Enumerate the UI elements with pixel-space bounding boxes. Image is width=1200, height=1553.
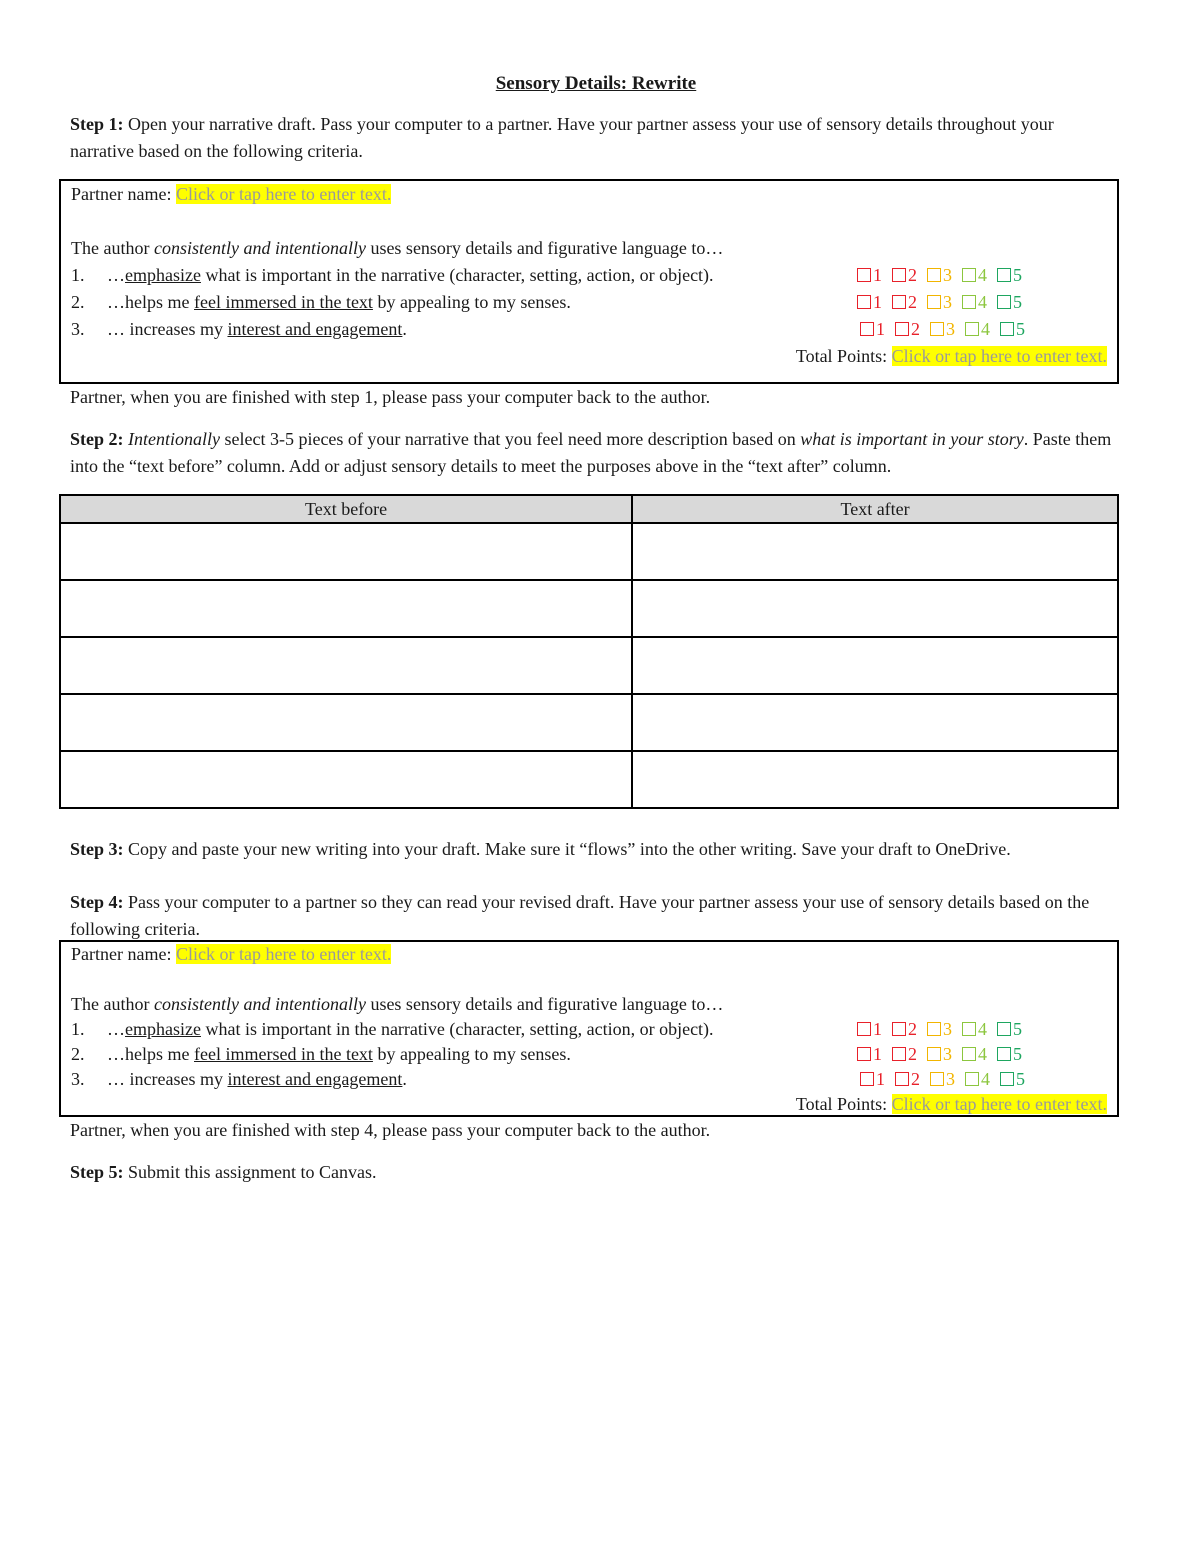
table-row [60, 694, 1118, 751]
rating-option-3[interactable] [927, 289, 952, 316]
rating-option-2[interactable] [892, 1017, 917, 1042]
rating-group [857, 1017, 1032, 1042]
rating-label: 3 [943, 292, 952, 312]
rating-label: 5 [1013, 265, 1022, 285]
after-step4-note: Partner, when you are finished with step 4, please pass your computer back to the author. [70, 1120, 711, 1140]
criterion-text: …helps me [107, 292, 194, 312]
checkbox-icon[interactable] [997, 268, 1011, 282]
intro-italic: consistently and intentionally [153, 994, 366, 1014]
text-before-cell[interactable] [60, 694, 632, 751]
step2-italic: Intentionally [128, 429, 220, 449]
after-step1-note: Partner, when you are finished with step 1, please pass your computer back to the author. [70, 387, 711, 407]
step1-paragraph [70, 111, 1122, 165]
step4-label: Step 4: [70, 892, 124, 912]
rating-option-3[interactable] [927, 262, 952, 289]
criterion-number: 1. [71, 265, 85, 285]
criterion-number: 3. [71, 319, 85, 339]
total-points-label: Total Points: [795, 346, 892, 366]
criterion-text: . [402, 319, 407, 339]
rating-option-3[interactable] [927, 1017, 952, 1042]
rubric-intro [71, 235, 1107, 262]
rewrite-table [59, 494, 1119, 809]
rubric-box-1 [59, 179, 1119, 384]
checkbox-icon[interactable] [997, 295, 1011, 309]
step2-text: . Paste them into the “text before” column. Add or adjust sensory details to meet the purposes above in the “text after” column. [70, 429, 1112, 476]
rating-label: 3 [946, 1069, 955, 1089]
criterion-2 [71, 289, 1107, 316]
partner-name-label: Partner name: [71, 944, 176, 964]
rating-option-3[interactable] [927, 1042, 952, 1067]
checkbox-icon[interactable] [927, 268, 941, 282]
criterion-key-phrase: feel immersed in the text [194, 292, 373, 312]
rating-label: 3 [943, 265, 952, 285]
rating-label: 1 [873, 265, 882, 285]
rating-option-4[interactable] [965, 1067, 990, 1092]
rating-label: 4 [978, 1019, 987, 1039]
rating-label: 1 [876, 319, 885, 339]
rating-option-3[interactable] [930, 316, 955, 343]
partner-name-field[interactable]: Click or tap here to enter text. [175, 944, 392, 964]
rating-label: 5 [1016, 1069, 1025, 1089]
criterion-number: 3. [71, 1069, 85, 1089]
blank-line [71, 208, 1107, 235]
header-text-before: Text before [60, 495, 632, 523]
checkbox-icon[interactable] [965, 322, 979, 336]
step5-label: Step 5: [70, 1162, 124, 1182]
criterion-1 [71, 262, 1107, 289]
step2-paragraph [70, 426, 1122, 480]
checkbox-icon[interactable] [962, 1022, 976, 1036]
step5-text: Submit this assignment to Canvas. [123, 1162, 377, 1182]
checkbox-icon[interactable] [860, 1072, 874, 1086]
table-header-row [60, 495, 1118, 523]
rating-label: 2 [908, 292, 917, 312]
checkbox-icon[interactable] [930, 1072, 944, 1086]
checkbox-icon[interactable] [927, 1022, 941, 1036]
table-row [60, 523, 1118, 580]
step1-text: Open your narrative draft. Pass your computer to a partner. Have your partner assess your use of sensory details throughout your narrative based on the following criteria. [70, 114, 1054, 161]
criterion-text: … [107, 265, 125, 285]
rating-label: 4 [978, 292, 987, 312]
rating-label: 4 [981, 1069, 990, 1089]
rubric-box-2 [59, 940, 1119, 1117]
rating-option-1[interactable] [857, 1017, 882, 1042]
blank-line [71, 967, 1107, 992]
rubric-intro [71, 992, 1107, 1017]
rating-option-3[interactable] [930, 1067, 955, 1092]
rating-label: 1 [876, 1069, 885, 1089]
criterion-number: 2. [71, 1044, 85, 1064]
step2-text: select 3-5 pieces of your narrative that you feel need more description based on [219, 429, 801, 449]
checkbox-icon[interactable] [857, 268, 871, 282]
intro-text-end: uses sensory details and figurative language to… [365, 994, 724, 1014]
rating-option-1[interactable] [860, 1067, 885, 1092]
rating-group [857, 1042, 1032, 1067]
text-before-cell[interactable] [60, 751, 632, 808]
rating-option-1[interactable] [857, 1042, 882, 1067]
criterion-3 [71, 1067, 1107, 1092]
rating-label: 3 [946, 319, 955, 339]
rating-label: 3 [943, 1044, 952, 1064]
checkbox-icon[interactable] [892, 268, 906, 282]
partner-name-row [71, 181, 1107, 208]
rating-option-1[interactable] [860, 316, 885, 343]
rating-group [857, 289, 1032, 316]
partner-name-label: Partner name: [71, 184, 176, 204]
criterion-key-phrase: emphasize [125, 1019, 201, 1039]
text-before-cell[interactable] [60, 580, 632, 637]
text-before-cell[interactable] [60, 523, 632, 580]
rating-label: 1 [873, 1044, 882, 1064]
step1-label: Step 1: [70, 114, 124, 134]
rating-option-4[interactable] [962, 289, 987, 316]
criterion-text: what is important in the narrative (character, setting, action, or object). [200, 1019, 714, 1039]
checkbox-icon[interactable] [930, 322, 944, 336]
step3-paragraph [70, 836, 1122, 863]
checkbox-icon[interactable] [997, 1022, 1011, 1036]
total-points-label: Total Points: [795, 1094, 892, 1114]
criterion-text: by appealing to my senses. [372, 292, 571, 312]
rating-option-1[interactable] [857, 262, 882, 289]
total-points-field[interactable]: Click or tap here to enter text. [891, 1094, 1107, 1114]
rating-label: 5 [1016, 319, 1025, 339]
criterion-text: by appealing to my senses. [372, 1044, 571, 1064]
checkbox-icon[interactable] [962, 268, 976, 282]
rating-option-2[interactable] [892, 262, 917, 289]
rating-group [860, 1067, 1035, 1092]
table-row [60, 580, 1118, 637]
step2-italic: what is important in your story [800, 429, 1024, 449]
rating-label: 3 [943, 1019, 952, 1039]
text-before-cell[interactable] [60, 637, 632, 694]
document-title: Sensory Details: Rewrite [495, 73, 697, 94]
step4-text: Pass your computer to a partner so they can read your revised draft. Have your partner assess your use of sensory details based on the following criteria. [70, 892, 1090, 939]
rating-group [857, 262, 1032, 289]
rating-label: 2 [908, 1019, 917, 1039]
criterion-text: what is important in the narrative (character, setting, action, or object). [200, 265, 714, 285]
checkbox-icon[interactable] [892, 1047, 906, 1061]
total-points-row [71, 343, 1107, 370]
criterion-key-phrase: interest and engagement [227, 319, 403, 339]
checkbox-icon[interactable] [965, 1072, 979, 1086]
step3-label: Step 3: [70, 839, 124, 859]
checkbox-icon[interactable] [895, 322, 909, 336]
table-row [60, 751, 1118, 808]
step5-paragraph [70, 1159, 1122, 1186]
text-after-cell[interactable] [632, 637, 1118, 694]
rating-option-5[interactable] [997, 1042, 1022, 1067]
rating-label: 4 [978, 265, 987, 285]
checkbox-icon[interactable] [857, 295, 871, 309]
checkbox-icon[interactable] [1000, 1072, 1014, 1086]
text-after-cell[interactable] [632, 694, 1118, 751]
rating-option-2[interactable] [892, 1042, 917, 1067]
intro-text: The author [71, 994, 154, 1014]
checkbox-icon[interactable] [895, 1072, 909, 1086]
rating-label: 5 [1013, 292, 1022, 312]
rating-option-2[interactable] [895, 316, 920, 343]
rating-option-4[interactable] [965, 316, 990, 343]
intro-italic: consistently and intentionally [153, 238, 366, 258]
rating-option-5[interactable] [1000, 1067, 1025, 1092]
criterion-key-phrase: emphasize [125, 265, 201, 285]
rating-label: 4 [981, 319, 990, 339]
rating-label: 2 [908, 1044, 917, 1064]
rating-label: 2 [911, 319, 920, 339]
rating-option-2[interactable] [895, 1067, 920, 1092]
rating-label: 2 [908, 265, 917, 285]
checkbox-icon[interactable] [892, 1022, 906, 1036]
text-after-cell[interactable] [632, 580, 1118, 637]
criterion-key-phrase: feel immersed in the text [194, 1044, 373, 1064]
text-after-cell[interactable] [632, 751, 1118, 808]
partner-name-field[interactable]: Click or tap here to enter text. [175, 184, 392, 204]
rating-option-1[interactable] [857, 289, 882, 316]
intro-text: The author [71, 238, 154, 258]
checkbox-icon[interactable] [857, 1047, 871, 1061]
text-after-cell[interactable] [632, 523, 1118, 580]
criterion-1 [71, 1017, 1107, 1042]
criterion-text: …helps me [107, 1044, 194, 1064]
criterion-text: … increases my [107, 319, 228, 339]
step2-label: Step 2: [70, 429, 124, 449]
table-row [60, 637, 1118, 694]
checkbox-icon[interactable] [962, 295, 976, 309]
criterion-2 [71, 1042, 1107, 1067]
criterion-text: … [107, 1019, 125, 1039]
criterion-3 [71, 316, 1107, 343]
document-page [70, 70, 1122, 1186]
criterion-text: . [402, 1069, 407, 1089]
step4-paragraph [70, 889, 1122, 943]
checkbox-icon[interactable] [857, 1022, 871, 1036]
checkbox-icon[interactable] [860, 322, 874, 336]
rating-label: 4 [978, 1044, 987, 1064]
rating-label: 5 [1013, 1019, 1022, 1039]
rating-option-4[interactable] [962, 1042, 987, 1067]
rating-option-5[interactable] [997, 262, 1022, 289]
rating-label: 5 [1013, 1044, 1022, 1064]
header-text-after: Text after [632, 495, 1118, 523]
checkbox-icon[interactable] [927, 295, 941, 309]
criterion-key-phrase: interest and engagement [227, 1069, 403, 1089]
rating-label: 1 [873, 292, 882, 312]
step3-text: Copy and paste your new writing into your draft. Make sure it “flows” into the other writing. Save your draft to OneDrive. [123, 839, 1011, 859]
rating-option-5[interactable] [1000, 316, 1025, 343]
checkbox-icon[interactable] [927, 1047, 941, 1061]
checkbox-icon[interactable] [962, 1047, 976, 1061]
total-points-row [71, 1092, 1107, 1117]
rating-label: 1 [873, 1019, 882, 1039]
rating-group [860, 316, 1035, 343]
rating-label: 2 [911, 1069, 920, 1089]
checkbox-icon[interactable] [997, 1047, 1011, 1061]
checkbox-icon[interactable] [892, 295, 906, 309]
partner-name-row [71, 942, 1107, 967]
criterion-text: … increases my [107, 1069, 228, 1089]
intro-text-end: uses sensory details and figurative language to… [365, 238, 724, 258]
rating-option-5[interactable] [997, 289, 1022, 316]
rating-option-2[interactable] [892, 289, 917, 316]
total-points-field[interactable]: Click or tap here to enter text. [891, 346, 1107, 366]
rating-option-4[interactable] [962, 1017, 987, 1042]
rating-option-4[interactable] [962, 262, 987, 289]
criterion-number: 1. [71, 1019, 85, 1039]
criterion-number: 2. [71, 292, 85, 312]
checkbox-icon[interactable] [1000, 322, 1014, 336]
rating-option-5[interactable] [997, 1017, 1022, 1042]
